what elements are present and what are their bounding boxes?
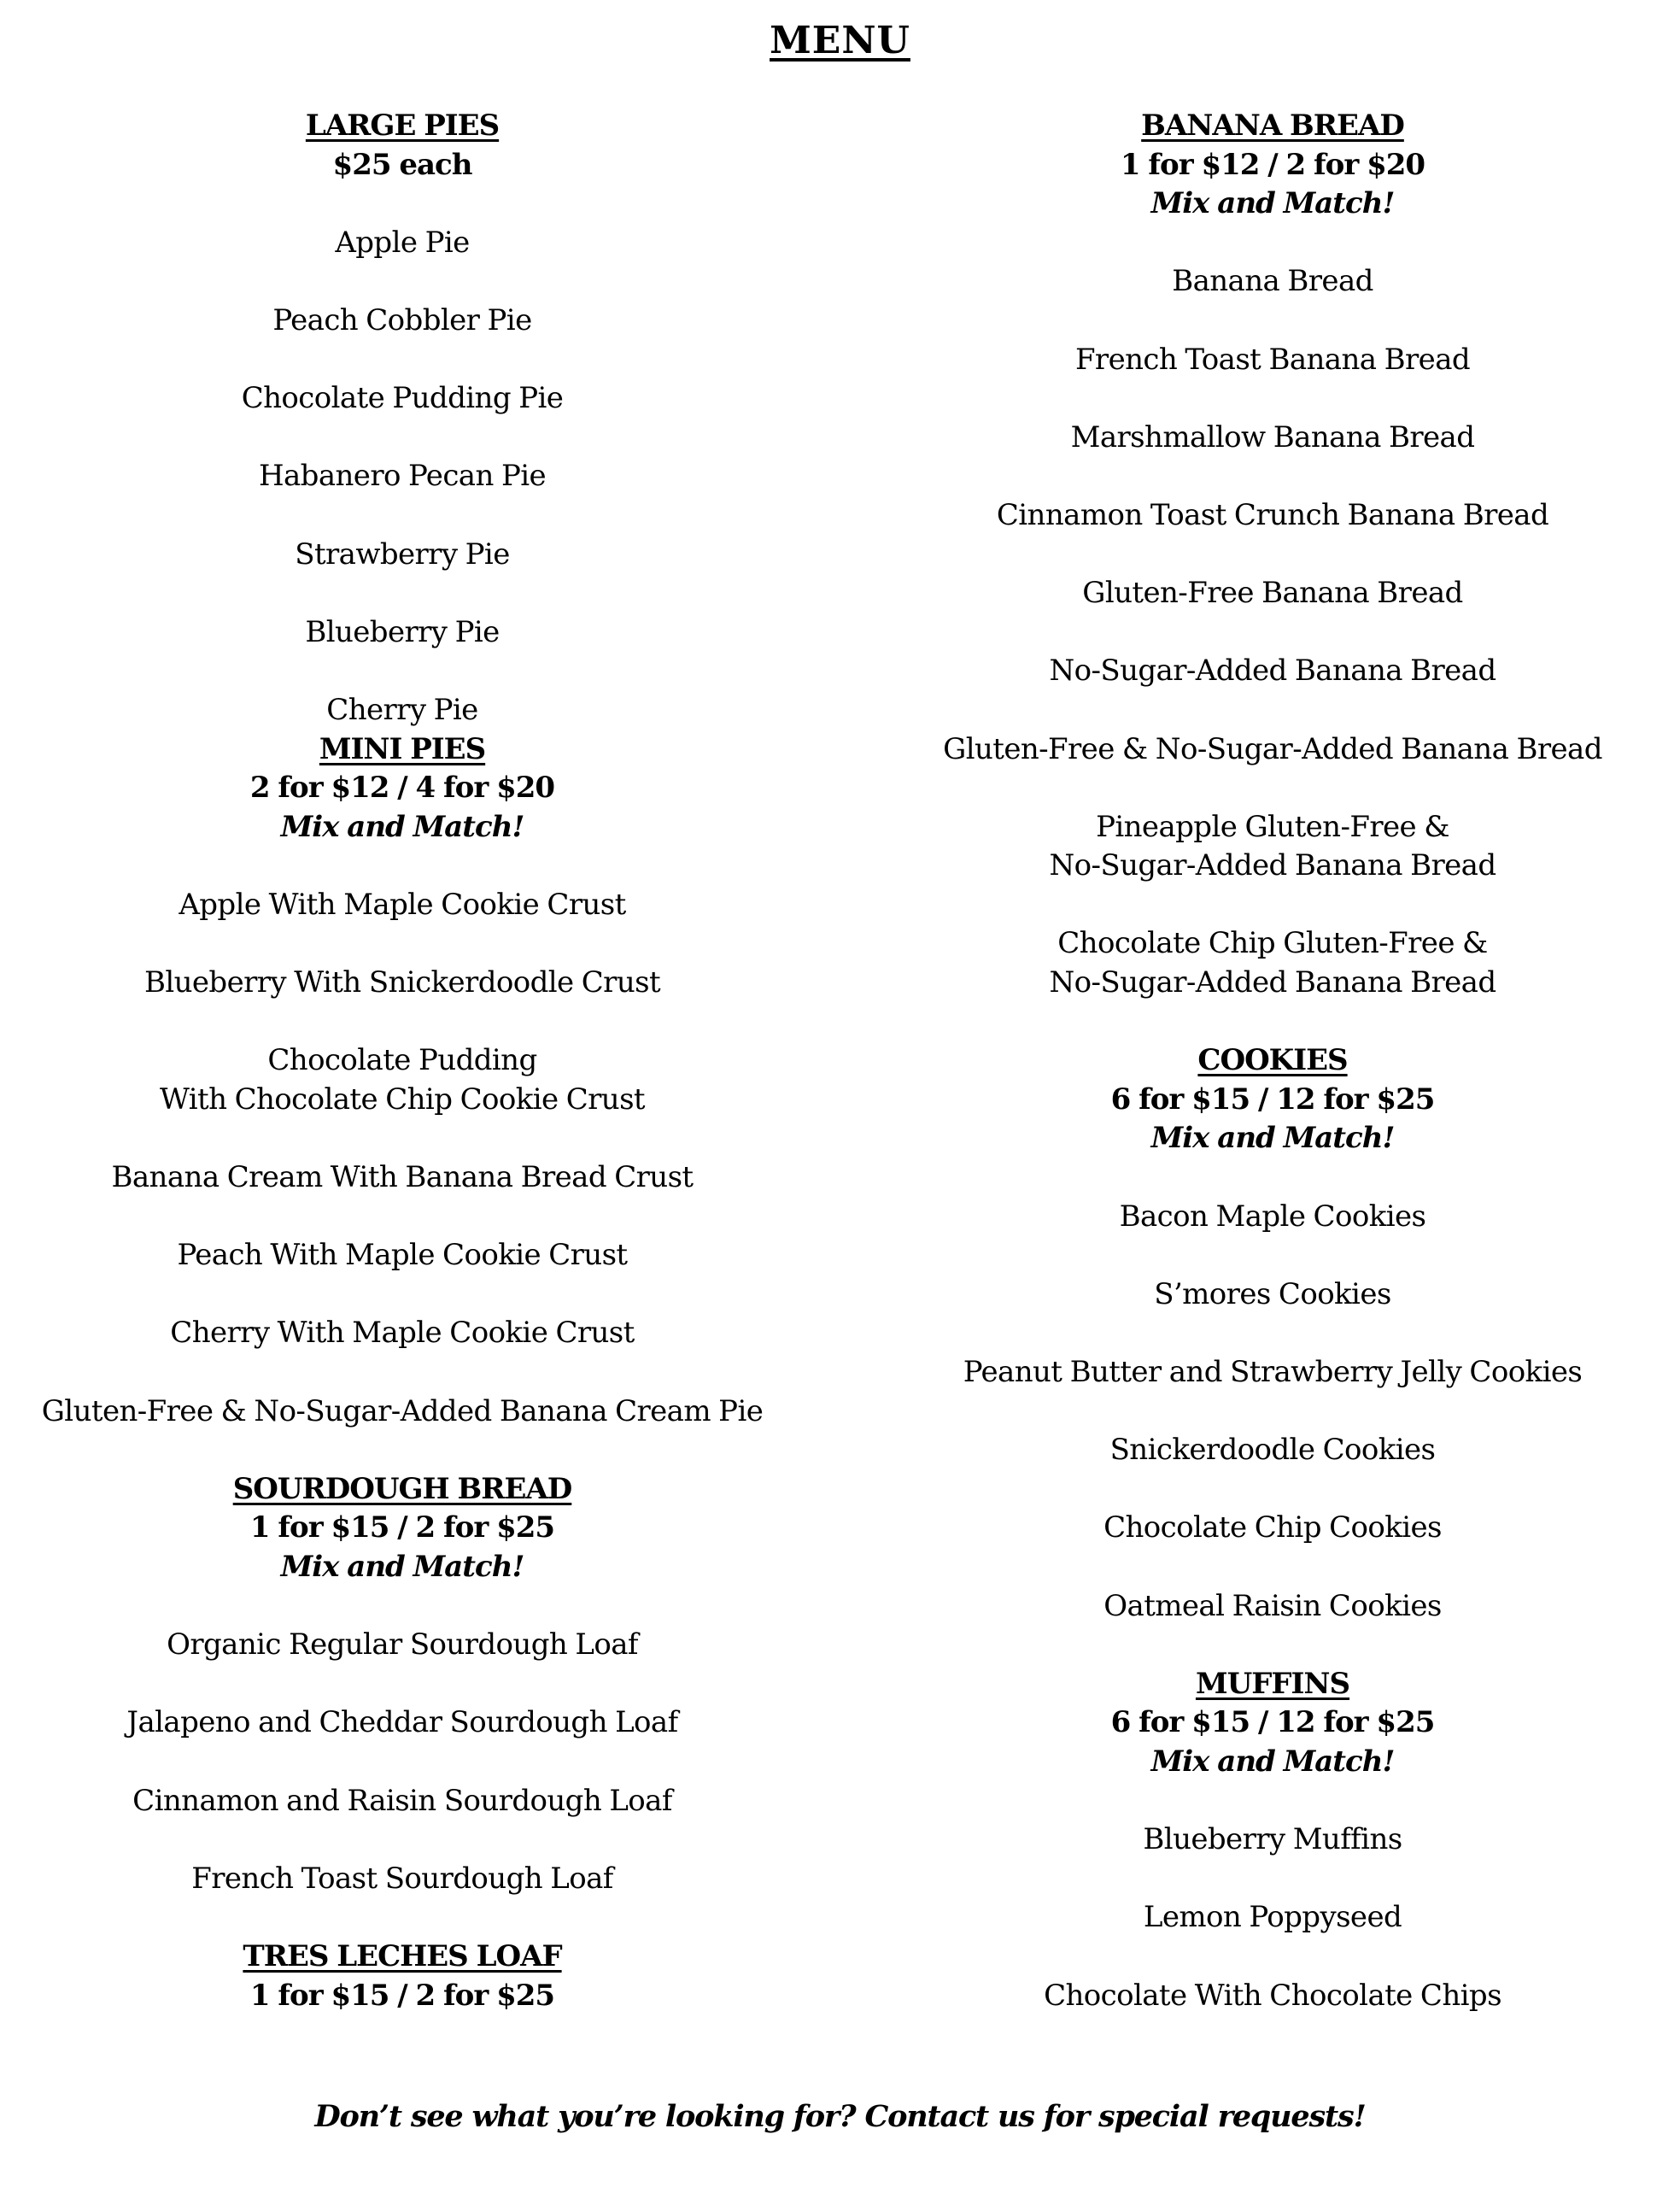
spacer — [0, 1431, 805, 1470]
spacer — [0, 847, 805, 886]
menu-item: Chocolate Pudding Pie — [241, 381, 564, 416]
section-price-mini-pies: 2 for $12 / 4 for $20 — [249, 771, 555, 806]
spacer — [858, 691, 1680, 730]
spacer — [858, 379, 1680, 419]
spacer — [858, 1782, 1680, 1821]
menu-item: Gluten-Free & No-Sugar-Added Banana Cream Pie — [41, 1393, 764, 1428]
section-note-sourdough-bread: Mix and Match! — [280, 1549, 524, 1584]
spacer — [0, 1353, 805, 1393]
spacer — [0, 1198, 805, 1237]
menu-item: Snickerdoodle Cookies — [1109, 1433, 1436, 1468]
menu-item: Gluten-Free & No-Sugar-Added Banana Bread — [943, 731, 1602, 766]
spacer — [0, 262, 805, 302]
section-note-mini-pies: Mix and Match! — [280, 809, 524, 844]
spacer — [858, 302, 1680, 341]
menu-item-continued: No-Sugar-Added Banana Bread — [1049, 965, 1496, 1000]
menu-item: Habanero Pecan Pie — [258, 459, 547, 494]
page-title: MENU — [770, 19, 910, 62]
spacer — [0, 1898, 805, 1938]
spacer — [0, 1743, 805, 1782]
section-header-banana-bread: BANANA BREAD — [1141, 108, 1404, 143]
spacer — [0, 1665, 805, 1704]
spacer — [858, 769, 1680, 808]
spacer — [858, 1470, 1680, 1510]
right-column — [858, 107, 1680, 2015]
spacer — [858, 536, 1680, 575]
section-price-large-pies: $25 each — [332, 147, 472, 182]
section-header-muffins: MUFFINS — [1195, 1666, 1350, 1701]
menu-item: Apple Pie — [335, 225, 470, 260]
menu-item: Blueberry With Snickerdoodle Crust — [143, 965, 661, 1000]
menu-item: Banana Bread — [1172, 264, 1373, 299]
spacer — [0, 924, 805, 964]
menu-item: Oatmeal Raisin Cookies — [1103, 1588, 1442, 1623]
section-header-tres-leches-loaf: TRES LECHES LOAF — [243, 1938, 562, 1973]
left-column — [0, 107, 805, 2015]
section-header-mini-pies: MINI PIES — [319, 731, 486, 766]
spacer — [0, 1275, 805, 1315]
spacer — [858, 886, 1680, 925]
menu-item: French Toast Sourdough Loaf — [191, 1861, 613, 1896]
spacer — [0, 1821, 805, 1860]
section-header-cookies: COOKIES — [1197, 1043, 1348, 1078]
spacer — [858, 1548, 1680, 1587]
menu-item: Peanut Butter and Strawberry Jelly Cookies — [963, 1355, 1583, 1389]
section-price-cookies: 6 for $15 / 12 for $25 — [1110, 1082, 1435, 1117]
spacer — [858, 1938, 1680, 1977]
spacer — [858, 1393, 1680, 1432]
menu-item: Pineapple Gluten-Free & — [1096, 809, 1449, 844]
menu-item-continued: With Chocolate Chip Cookie Crust — [159, 1082, 645, 1117]
spacer — [0, 419, 805, 458]
menu-item: Strawberry Pie — [295, 536, 510, 572]
spacer — [0, 1003, 805, 1042]
menu-item: Chocolate Pudding — [267, 1043, 537, 1078]
special-requests-note: Don’t see what you’re looking for? Contact us for special requests! — [314, 2099, 1366, 2134]
menu-item: Lemon Poppyseed — [1143, 1900, 1402, 1935]
spacer — [858, 1236, 1680, 1275]
menu-item: Peach Cobbler Pie — [272, 302, 532, 337]
section-price-banana-bread: 1 for $12 / 2 for $20 — [1120, 147, 1425, 182]
spacer — [0, 652, 805, 691]
menu-item: Chocolate Chip Gluten-Free & — [1057, 926, 1488, 961]
menu-item: Cinnamon Toast Crunch Banana Bread — [996, 497, 1549, 532]
menu-item: Chocolate With Chocolate Chips — [1044, 1978, 1501, 2013]
menu-item: Banana Cream With Banana Bread Crust — [111, 1160, 694, 1195]
spacer — [858, 1626, 1680, 1665]
menu-item: Cherry Pie — [326, 692, 478, 727]
menu-item: Blueberry Muffins — [1143, 1822, 1402, 1857]
section-note-cookies: Mix and Match! — [1150, 1121, 1395, 1156]
menu-item: Cherry With Maple Cookie Crust — [170, 1316, 635, 1351]
spacer — [858, 1860, 1680, 1899]
section-note-muffins: Mix and Match! — [1150, 1744, 1395, 1779]
section-header-large-pies: LARGE PIES — [305, 108, 500, 143]
menu-item-continued: No-Sugar-Added Banana Bread — [1049, 848, 1496, 883]
spacer — [858, 1158, 1680, 1198]
spacer — [0, 341, 805, 380]
section-price-sourdough-bread: 1 for $15 / 2 for $25 — [249, 1510, 555, 1545]
section-note-banana-bread: Mix and Match! — [1150, 186, 1395, 221]
spacer — [858, 613, 1680, 653]
spacer — [0, 1587, 805, 1627]
menu-item: Apple With Maple Cookie Crust — [179, 887, 626, 922]
spacer — [858, 457, 1680, 496]
menu-item: Chocolate Chip Cookies — [1103, 1510, 1442, 1545]
menu-item: Bacon Maple Cookies — [1119, 1199, 1426, 1234]
section-header-sourdough-bread: SOURDOUGH BREAD — [232, 1471, 572, 1506]
spacer — [858, 1314, 1680, 1353]
menu-item: Organic Regular Sourdough Loaf — [167, 1627, 638, 1662]
spacer — [0, 574, 805, 613]
section-price-tres-leches-loaf: 1 for $15 / 2 for $25 — [249, 1978, 555, 2013]
spacer — [0, 1119, 805, 1158]
spacer — [858, 224, 1680, 263]
section-price-muffins: 6 for $15 / 12 for $25 — [1110, 1705, 1435, 1740]
menu-item: French Toast Banana Bread — [1074, 342, 1471, 377]
spacer — [858, 1003, 1680, 1042]
menu-item: No-Sugar-Added Banana Bread — [1049, 654, 1496, 689]
menu-item: Blueberry Pie — [305, 614, 500, 649]
menu-item: S’mores Cookies — [1154, 1276, 1391, 1311]
spacer — [0, 496, 805, 536]
menu-item: Gluten-Free Banana Bread — [1082, 576, 1463, 611]
menu-item: Marshmallow Banana Bread — [1070, 419, 1475, 454]
spacer — [0, 185, 805, 224]
menu-item: Cinnamon and Raisin Sourdough Loaf — [132, 1783, 672, 1818]
menu-item: Peach With Maple Cookie Crust — [177, 1238, 628, 1273]
menu-item: Jalapeno and Cheddar Sourdough Loaf — [126, 1705, 678, 1740]
